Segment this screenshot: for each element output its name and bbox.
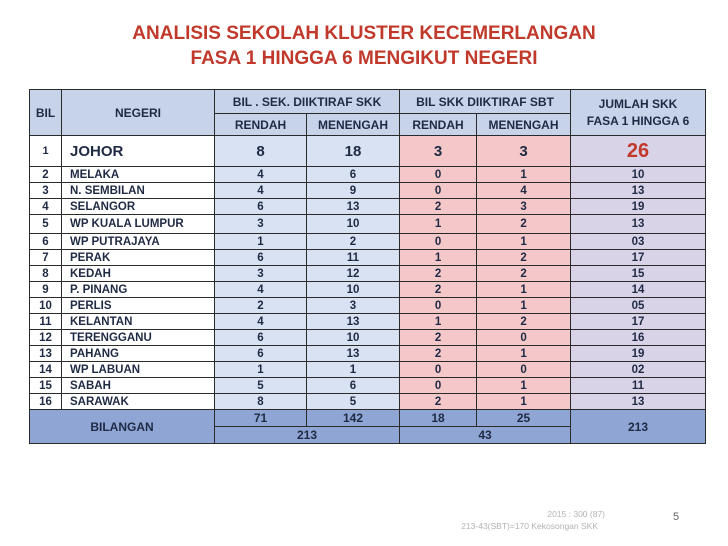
cell-bil: 2 <box>30 167 62 183</box>
slide-title-line2: FASA 1 HINGGA 6 MENGIKUT NEGERI <box>190 48 538 69</box>
cell-negeri: JOHOR <box>62 136 215 167</box>
cell-sbt-rendah: 3 <box>400 136 477 167</box>
cell-negeri: SARAWAK <box>62 394 215 410</box>
cell-sbt-rendah: 1 <box>400 314 477 330</box>
cell-jumlah: 03 <box>571 234 706 250</box>
cell-bil: 13 <box>30 346 62 362</box>
table-row <box>30 282 706 298</box>
cell-bil: 11 <box>30 314 62 330</box>
cell-bil: 1 <box>30 136 62 167</box>
cell-bil: 10 <box>30 298 62 314</box>
cell-jumlah: 17 <box>571 250 706 266</box>
cell-jumlah: 13 <box>571 215 706 234</box>
cell-sbt-rendah: 0 <box>400 298 477 314</box>
table-row <box>30 136 706 167</box>
footer-sbt-menengah: 25 <box>477 410 571 427</box>
cell-bil: 16 <box>30 394 62 410</box>
note-line2: 213-43(SBT)=170 Kekosongan SKK <box>461 521 598 531</box>
cell-sbt-menengah: 0 <box>477 362 571 378</box>
cell-negeri: WP KUALA LUMPUR <box>62 215 215 234</box>
cell-negeri: WP LABUAN <box>62 362 215 378</box>
slide-title-line1: ANALISIS SEKOLAH KLUSTER KECEMERLANGAN <box>132 23 596 44</box>
cell-skk-menengah: 10 <box>307 282 400 298</box>
cell-skk-rendah: 4 <box>215 282 307 298</box>
header-sbt-group: BIL SKK DIIKTIRAF SBT <box>400 90 571 114</box>
cell-sbt-rendah: 0 <box>400 378 477 394</box>
table-row <box>30 314 706 330</box>
table-row <box>30 362 706 378</box>
cell-sbt-rendah: 1 <box>400 250 477 266</box>
cell-sbt-menengah: 2 <box>477 215 571 234</box>
cell-negeri: TERENGGANU <box>62 330 215 346</box>
cell-negeri: P. PINANG <box>62 282 215 298</box>
note-line1: 2015 : 300 (87) <box>547 509 605 519</box>
header-skk-group: BIL . SEK. DIIKTIRAF SKK <box>215 90 400 114</box>
cell-sbt-rendah: 1 <box>400 215 477 234</box>
cell-negeri: PERAK <box>62 250 215 266</box>
footer-skk-rendah: 71 <box>215 410 307 427</box>
cell-sbt-menengah: 1 <box>477 346 571 362</box>
cell-skk-rendah: 3 <box>215 266 307 282</box>
cell-sbt-menengah: 1 <box>477 298 571 314</box>
cell-skk-rendah: 4 <box>215 167 307 183</box>
cell-jumlah: 13 <box>571 394 706 410</box>
header-bil: BIL <box>30 90 62 136</box>
footer-skk-menengah: 142 <box>307 410 400 427</box>
cell-jumlah: 05 <box>571 298 706 314</box>
header-sbt-rendah: RENDAH <box>400 114 477 136</box>
cell-negeri: KEDAH <box>62 266 215 282</box>
header-negeri: NEGERI <box>62 90 215 136</box>
cell-skk-menengah: 18 <box>307 136 400 167</box>
footer-skk-total: 213 <box>215 427 400 444</box>
cell-sbt-menengah: 4 <box>477 183 571 199</box>
cell-negeri: N. SEMBILAN <box>62 183 215 199</box>
cell-bil: 4 <box>30 199 62 215</box>
cell-negeri: KELANTAN <box>62 314 215 330</box>
cell-negeri: PAHANG <box>62 346 215 362</box>
cell-skk-menengah: 2 <box>307 234 400 250</box>
cell-skk-menengah: 9 <box>307 183 400 199</box>
table-row <box>30 234 706 250</box>
cell-sbt-menengah: 3 <box>477 136 571 167</box>
cell-jumlah: 19 <box>571 346 706 362</box>
cell-skk-rendah: 6 <box>215 346 307 362</box>
cell-sbt-menengah: 1 <box>477 394 571 410</box>
cell-bil: 14 <box>30 362 62 378</box>
cell-sbt-menengah: 3 <box>477 199 571 215</box>
cell-skk-menengah: 6 <box>307 378 400 394</box>
cell-jumlah: 14 <box>571 282 706 298</box>
header-jumlah <box>571 90 706 136</box>
cell-sbt-rendah: 2 <box>400 346 477 362</box>
cell-skk-menengah: 6 <box>307 167 400 183</box>
cell-skk-rendah: 8 <box>215 136 307 167</box>
cell-skk-menengah: 12 <box>307 266 400 282</box>
cell-sbt-rendah: 0 <box>400 167 477 183</box>
footer-row-1 <box>30 410 706 427</box>
cell-skk-menengah: 13 <box>307 346 400 362</box>
cell-skk-rendah: 6 <box>215 250 307 266</box>
cell-skk-menengah: 10 <box>307 215 400 234</box>
cell-skk-menengah: 1 <box>307 362 400 378</box>
cell-bil: 6 <box>30 234 62 250</box>
cell-skk-menengah: 5 <box>307 394 400 410</box>
footer-sbt-rendah: 18 <box>400 410 477 427</box>
table-row <box>30 199 706 215</box>
footer-label: BILANGAN <box>30 410 215 444</box>
cell-skk-rendah: 1 <box>215 234 307 250</box>
cell-skk-rendah: 6 <box>215 330 307 346</box>
cell-jumlah: 16 <box>571 330 706 346</box>
table-row <box>30 378 706 394</box>
cell-sbt-menengah: 0 <box>477 330 571 346</box>
cell-jumlah: 17 <box>571 314 706 330</box>
table-row <box>30 266 706 282</box>
table-row <box>30 298 706 314</box>
cell-skk-menengah: 13 <box>307 314 400 330</box>
cell-jumlah: 10 <box>571 167 706 183</box>
cell-skk-menengah: 11 <box>307 250 400 266</box>
cell-bil: 9 <box>30 282 62 298</box>
cell-sbt-rendah: 2 <box>400 199 477 215</box>
cell-skk-rendah: 3 <box>215 215 307 234</box>
cell-jumlah: 11 <box>571 378 706 394</box>
cell-jumlah: 15 <box>571 266 706 282</box>
cell-sbt-rendah: 0 <box>400 362 477 378</box>
cell-skk-rendah: 2 <box>215 298 307 314</box>
cell-sbt-rendah: 2 <box>400 282 477 298</box>
table-row <box>30 394 706 410</box>
cell-skk-rendah: 4 <box>215 183 307 199</box>
cell-sbt-rendah: 0 <box>400 234 477 250</box>
cell-sbt-menengah: 2 <box>477 266 571 282</box>
table-row <box>30 346 706 362</box>
cell-skk-rendah: 4 <box>215 314 307 330</box>
cell-jumlah: 02 <box>571 362 706 378</box>
footer-sbt-total: 43 <box>400 427 571 444</box>
cell-sbt-menengah: 1 <box>477 378 571 394</box>
cell-bil: 12 <box>30 330 62 346</box>
cell-sbt-menengah: 1 <box>477 234 571 250</box>
table-row <box>30 330 706 346</box>
page-number: 5 <box>673 511 680 523</box>
cell-bil: 5 <box>30 215 62 234</box>
cell-negeri: PERLIS <box>62 298 215 314</box>
cell-bil: 8 <box>30 266 62 282</box>
cell-bil: 15 <box>30 378 62 394</box>
footer-jumlah: 213 <box>571 410 706 444</box>
header-sbt-menengah: MENENGAH <box>477 114 571 136</box>
header-jumlah-line2: FASA 1 HINGGA 6 <box>586 113 690 128</box>
header-jumlah-line1: JUMLAH SKK <box>598 96 678 111</box>
cell-skk-menengah: 3 <box>307 298 400 314</box>
table-row <box>30 167 706 183</box>
header-skk-menengah: MENENGAH <box>307 114 400 136</box>
cell-skk-rendah: 8 <box>215 394 307 410</box>
cell-jumlah: 13 <box>571 183 706 199</box>
cell-skk-menengah: 10 <box>307 330 400 346</box>
cell-sbt-rendah: 2 <box>400 394 477 410</box>
table-row <box>30 183 706 199</box>
cell-skk-rendah: 1 <box>215 362 307 378</box>
cell-negeri: MELAKA <box>62 167 215 183</box>
cell-jumlah: 26 <box>571 136 706 167</box>
cell-skk-menengah: 13 <box>307 199 400 215</box>
cell-bil: 3 <box>30 183 62 199</box>
cell-sbt-rendah: 2 <box>400 330 477 346</box>
cell-sbt-rendah: 2 <box>400 266 477 282</box>
analysis-table <box>29 89 706 444</box>
table-row <box>30 250 706 266</box>
cell-negeri: SELANGOR <box>62 199 215 215</box>
cell-sbt-menengah: 2 <box>477 250 571 266</box>
cell-skk-rendah: 5 <box>215 378 307 394</box>
cell-sbt-rendah: 0 <box>400 183 477 199</box>
cell-sbt-menengah: 2 <box>477 314 571 330</box>
cell-skk-rendah: 6 <box>215 199 307 215</box>
cell-jumlah: 19 <box>571 199 706 215</box>
cell-negeri: WP PUTRAJAYA <box>62 234 215 250</box>
cell-sbt-menengah: 1 <box>477 282 571 298</box>
cell-negeri: SABAH <box>62 378 215 394</box>
cell-bil: 7 <box>30 250 62 266</box>
header-skk-rendah: RENDAH <box>215 114 307 136</box>
table-row <box>30 215 706 234</box>
cell-sbt-menengah: 1 <box>477 167 571 183</box>
header-row-1 <box>30 90 706 114</box>
